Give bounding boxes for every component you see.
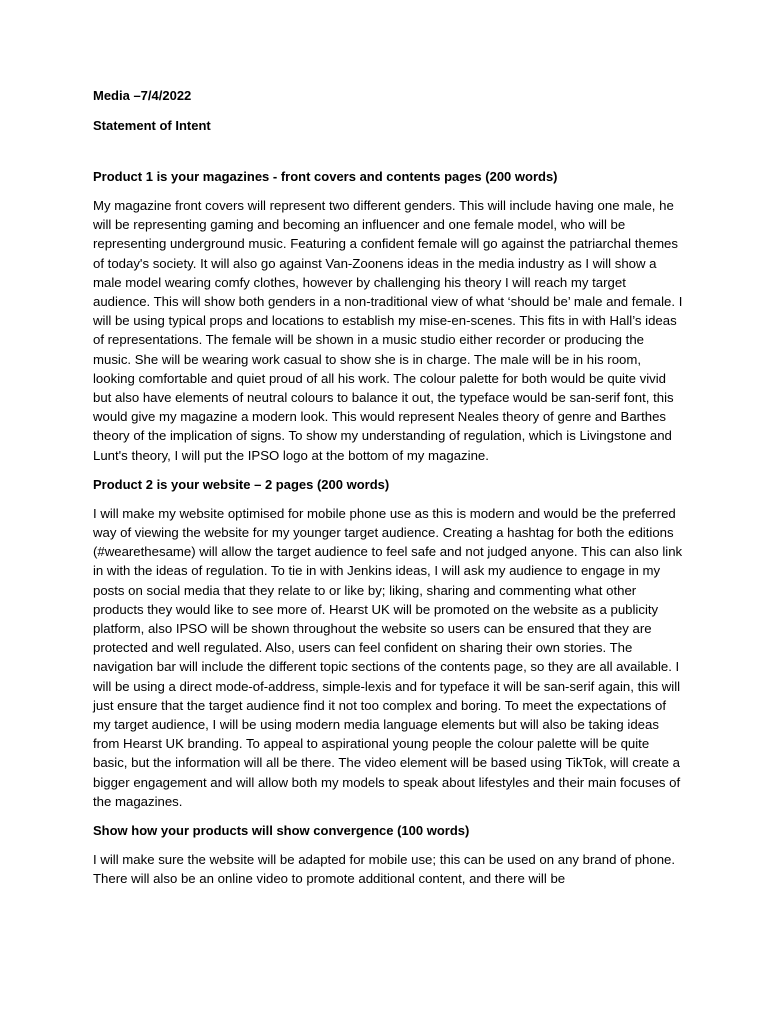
document-title: Media –7/4/2022 — [93, 88, 192, 103]
section-heading: Show how your products will show convergence (100 words) — [93, 823, 470, 839]
document-page — [93, 86, 685, 899]
section-heading: Product 1 is your magazines - front covers and contents pages (200 words) — [93, 169, 558, 184]
section-body: My magazine front covers will represent two different genders. This will include having one male, he will be representing gaming and becoming an influencer and one female model, who will be representing underground music. Featuring a confident female will go against the patriarchal themes of today's society. It will also go against Van-Zoonens ideas in the media industry as I will show a male model wearing comfy clothes, however by challenging his theory I will reach my target audience. This will show both genders in a non-traditional view of what ‘should be’ male and female. I will be using typical props and locations to establish my mise-en-scenes. This fits in with Hall’s ideas of representations. The female will be shown in a music studio either recorder or producing the music. She will be wearing work casual to show she is in charge. The male will be in his room, looking comfortable and quiet proud of all his work. The colour palette for both would be quite vivid but also have elements of neutral colours to balance it out, the typeface would be san-serif font, this would give my magazine a modern look. This would represent Neales theory of genre and Barthes theory of the implication of signs. To show my understanding of regulation, which is Livingstone and Lunt's theory, I will put the IPSO logo at the bottom of my magazine. — [93, 198, 683, 463]
document-subtitle: Statement of Intent — [93, 118, 211, 133]
section-heading: Product 2 is your website – 2 pages (200 words) — [93, 476, 390, 492]
section-body: I will make sure the website will be adapted for mobile use; this can be used on any brand of phone. There will also be an online video to promote additional content, and there will be — [93, 852, 676, 887]
section-product-1 — [93, 167, 685, 465]
section-product-2 — [93, 475, 685, 811]
section-convergence — [93, 821, 685, 888]
section-body: I will make my website optimised for mobile phone use as this is modern and would be the preferred way of viewing the website for my younger target audience. Creating a hashtag for both the editions (#wearethesame) will allow the target audience to feel safe and not judged anyone. This can also link in with the ideas of regulation. To tie in with Jenkins ideas, I will ask my audience to engage in my posts on social media that they relate to or like by; liking, sharing and commenting what other products they would like to see more of. Hearst UK will be promoted on the website as a publicity platform, also IPSO will be shown throughout the website so users can be ensured that they are protected and well regulated. Also, users can feel confident on sharing their own stories. The navigation bar will include the different topic sections of the contents page, so they are all available. I will be using a direct mode-of-address, simple-lexis and for typeface it will be san-serif again, this will just ensure that the target audience find it not too complex and boring. To meet the expectations of my target audience, I will be using modern media language elements but will also be taking ideas from Hearst UK branding. To appeal to aspirational young people the colour palette will be quite basic, but the information will all be there. The video element will be based using TikTok, will create a bigger engagement and will allow both my models to speak about lifestyles and their main focuses of the magazines. — [93, 505, 683, 809]
